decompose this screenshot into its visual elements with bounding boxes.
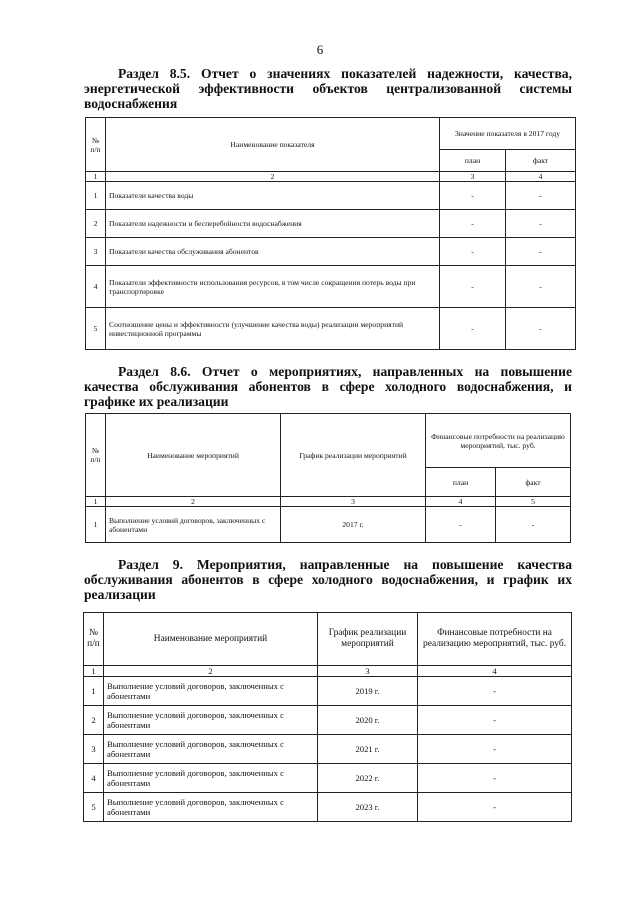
row-finance: -	[418, 706, 572, 735]
row-fact: -	[496, 507, 571, 543]
row-num: 1	[86, 507, 106, 543]
col-plan-header: план	[440, 150, 506, 172]
row-name: Показатели качества обслуживания абонентов	[106, 238, 440, 266]
index-row	[86, 497, 571, 507]
row-name: Выполнение условий договоров, заключенных с абонентами	[104, 764, 318, 793]
row-finance: -	[418, 764, 572, 793]
row-fact: -	[506, 238, 576, 266]
col-schedule-header: График реализации мероприятий	[281, 414, 426, 497]
index-row	[86, 172, 576, 182]
index-cell: 3	[281, 497, 426, 507]
row-plan: -	[440, 266, 506, 308]
col-schedule-header: График реализации мероприятий	[318, 613, 418, 666]
table-row	[84, 764, 572, 793]
index-row	[84, 666, 572, 677]
row-schedule: 2022 г.	[318, 764, 418, 793]
row-finance: -	[418, 793, 572, 822]
index-cell: 4	[426, 497, 496, 507]
row-num: 2	[84, 706, 104, 735]
table-row	[86, 266, 576, 308]
index-cell: 4	[418, 666, 572, 677]
row-plan: -	[440, 238, 506, 266]
table-row	[86, 238, 576, 266]
page-number: 6	[316, 42, 324, 57]
index-cell: 2	[106, 497, 281, 507]
row-finance: -	[418, 735, 572, 764]
row-name: Соотношение цены и эффективности (улучшение качества воды) реализации мероприятий инвестиционной программы	[106, 308, 440, 350]
col-plan-header: план	[426, 468, 496, 497]
row-name: Выполнение условий договоров, заключенных с абонентами	[104, 735, 318, 764]
row-schedule: 2019 г.	[318, 677, 418, 706]
table-row	[84, 735, 572, 764]
index-cell: 3	[440, 172, 506, 182]
row-plan: -	[440, 210, 506, 238]
col-num-header: № п/п	[86, 118, 106, 172]
index-cell: 1	[84, 666, 104, 677]
row-schedule: 2017 г.	[281, 507, 426, 543]
row-plan: -	[440, 308, 506, 350]
index-cell: 2	[106, 172, 440, 182]
row-num: 2	[86, 210, 106, 238]
table-row	[84, 706, 572, 735]
index-cell: 1	[86, 497, 106, 507]
row-num: 5	[86, 308, 106, 350]
row-num: 1	[84, 677, 104, 706]
row-plan: -	[426, 507, 496, 543]
row-schedule: 2023 г.	[318, 793, 418, 822]
index-cell: 3	[318, 666, 418, 677]
row-name: Выполнение условий договоров, заключенных с абонентами	[104, 677, 318, 706]
row-fact: -	[506, 182, 576, 210]
header-row	[86, 414, 571, 468]
section-8-6-title: Раздел 8.6. Отчет о мероприятиях, направленных на повышение качества обслуживания абонентов в сфере холодного водоснабжения, и графике их реализации	[84, 364, 572, 409]
row-num: 1	[86, 182, 106, 210]
index-cell: 2	[104, 666, 318, 677]
section-8-5-title: Раздел 8.5. Отчет о значениях показателей надежности, качества, энергетической эффективности объектов централизованной системы водоснабжения	[84, 66, 572, 111]
row-num: 4	[84, 764, 104, 793]
table-row	[86, 210, 576, 238]
row-schedule: 2020 г.	[318, 706, 418, 735]
col-num-header: № п/п	[86, 414, 106, 497]
col-fact-header: факт	[496, 468, 571, 497]
index-cell: 1	[86, 172, 106, 182]
section-8-5-table	[85, 117, 576, 350]
table-row	[86, 308, 576, 350]
header-row	[86, 118, 576, 150]
row-name: Выполнение условий договоров, заключенных с абонентами	[104, 706, 318, 735]
row-num: 4	[86, 266, 106, 308]
row-fact: -	[506, 210, 576, 238]
section-8-6-table	[85, 413, 571, 543]
col-value-header: Значение показателя в 2017 году	[440, 118, 576, 150]
row-num: 3	[86, 238, 106, 266]
section-9-title: Раздел 9. Мероприятия, направленные на повышение качества обслуживания абонентов в сфере холодного водоснабжения, и график их реализации	[84, 557, 572, 602]
index-cell: 4	[506, 172, 576, 182]
table-row	[86, 182, 576, 210]
row-name: Выполнение условий договоров, заключенных с абонентами	[104, 793, 318, 822]
row-fact: -	[506, 266, 576, 308]
row-plan: -	[440, 182, 506, 210]
row-schedule: 2021 г.	[318, 735, 418, 764]
row-num: 5	[84, 793, 104, 822]
header-row	[84, 613, 572, 666]
col-finance-header: Финансовые потребности на реализацию мероприятий, тыс. руб.	[426, 414, 571, 468]
col-name-header: Наименование мероприятий	[106, 414, 281, 497]
row-finance: -	[418, 677, 572, 706]
row-fact: -	[506, 308, 576, 350]
table-row	[86, 507, 571, 543]
row-name: Показатели качества воды	[106, 182, 440, 210]
col-name-header: Наименование показателя	[106, 118, 440, 172]
index-cell: 5	[496, 497, 571, 507]
row-name: Показатели надежности и бесперебойности водоснабжения	[106, 210, 440, 238]
table-row	[84, 793, 572, 822]
row-name: Выполнение условий договоров, заключенных с абонентами	[106, 507, 281, 543]
row-num: 3	[84, 735, 104, 764]
col-name-header: Наименование мероприятий	[104, 613, 318, 666]
col-num-header: № п/п	[84, 613, 104, 666]
table-row	[84, 677, 572, 706]
col-finance-header: Финансовые потребности на реализацию мероприятий, тыс. руб.	[418, 613, 572, 666]
col-fact-header: факт	[506, 150, 576, 172]
row-name: Показатели эффективности использования ресурсов, в том числе сокращения потерь воды при транспортировке	[106, 266, 440, 308]
section-9-table	[83, 612, 572, 822]
